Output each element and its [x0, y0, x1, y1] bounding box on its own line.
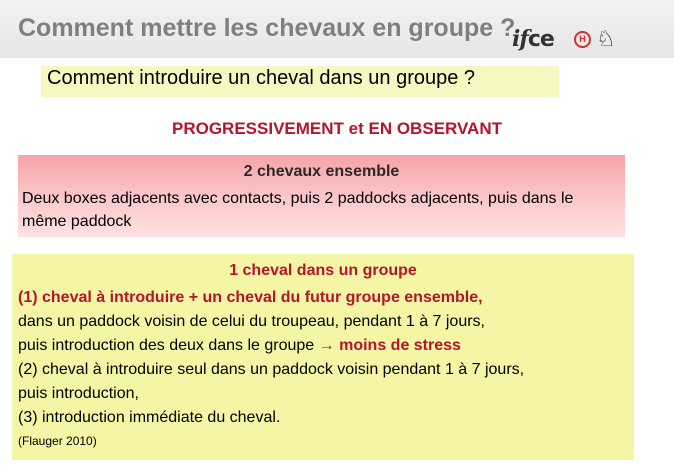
two-horses-body: Deux boxes adjacents avec contacts, puis 2 paddocks adjacents, puis dans le même paddock [22, 190, 574, 230]
group-step-2: (2) cheval à introduire seul dans un paddock voisin pendant 1 à 7 jours, [18, 361, 525, 378]
slide-title: Comment mettre les chevaux en groupe ? [18, 14, 516, 42]
group-step-1-result-text: puis introduction des deux dans le groupe [18, 337, 319, 354]
group-section [12, 254, 634, 460]
haras-logo-icon [574, 31, 591, 48]
group-lines [18, 286, 632, 451]
group-step-3: (3) introduction immédiate du cheval. [18, 409, 281, 426]
logo-if: if [512, 26, 528, 52]
group-step-1-result [18, 334, 632, 358]
two-horses-section [18, 155, 625, 237]
group-step-1-detail: dans un paddock voisin de celui du troupeau, pendant 1 à 7 jours, [18, 313, 485, 330]
emphasis-heading: PROGRESSIVEMENT et EN OBSERVANT [172, 119, 502, 138]
two-horses-heading: 2 chevaux ensemble [243, 163, 400, 180]
slide-subtitle: Comment introduire un cheval dans un groupe ? [47, 67, 476, 89]
rider-logo-icon: ♘ [596, 26, 616, 51]
less-stress-note: → moins de stress [318, 337, 461, 354]
slide-header [0, 0, 674, 58]
ifce-logo-text [512, 26, 554, 52]
group-step-1: (1) cheval à introduire + un cheval du futur groupe ensemble, [18, 289, 483, 306]
citation: (Flauger 2010) [18, 434, 97, 448]
group-heading: 1 cheval dans un groupe [229, 262, 417, 279]
logo-ce: ce [527, 27, 554, 52]
group-step-2-detail: puis introduction, [18, 385, 139, 402]
